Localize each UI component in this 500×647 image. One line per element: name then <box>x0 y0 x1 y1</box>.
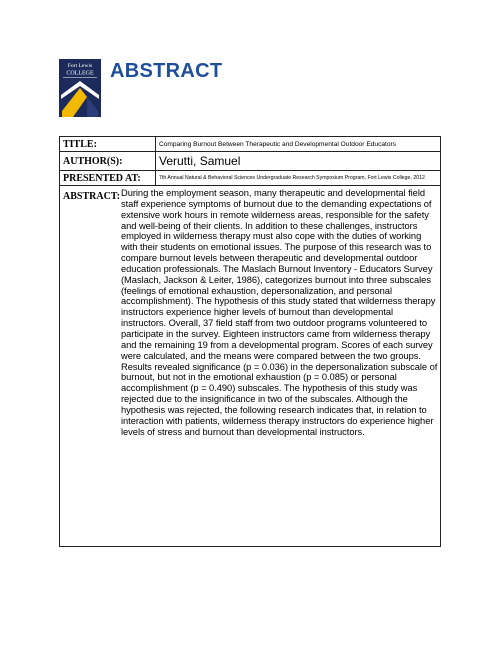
title-value: Comparing Burnout Between Therapeutic and Developmental Outdoor Educators <box>159 140 397 148</box>
logo-text-line1: Fort Lewis <box>67 63 93 69</box>
title-label: TITLE: <box>60 137 156 151</box>
author-row <box>60 152 440 171</box>
abstract-label: ABSTRACT: <box>63 191 121 202</box>
college-logo <box>59 59 101 117</box>
abstract-text: During the employment season, many therapeutic and developmental field staff experience symptoms of burnout due to the demanding expectations of extensive work hours in remote wilderness areas, responsible for the safety and well-being of their clients. In addition to these challenges, instructors employed in wilderness therapy must also cope with the duties of working with their students on emotional issues. The purpose of this research was to compare burnout levels between therapeutic and developmental outdoor education professionals. The Maslach Burnout Inventory - Educators Survey (Maslach, Jackson & Leiter, 1986), categorizes burnout into three subscales (feelings of emotional exhaustion, depersonalization, and personal accomplishment). The hypothesis of this study stated that wilderness therapy instructors experience higher levels of burnout than developmental instructors. Overall, 37 field staff from two outdoor programs volunteered to participate in the survey. Eighteen instructors came from wilderness therapy and the remaining 19 from a developmental program. Scores of each survey were calculated, and the means were compared between the two groups. Results revealed significance (p = 0.036) in the depersonalization subscale of burnout, but not in the emotional exhaustion (p = 0.085) or personal accomplishment (p = 0.490) subscales. The hypothesis of this study was rejected due to the insignificance in two of the subscales. Although the hypothesis was rejected, the following research indicates that, in relation to interaction with patients, wilderness therapy instructors do experience higher levels of stress and burnout than developmental instructors. <box>121 188 438 437</box>
author-value: Verutti, Samuel <box>159 154 241 168</box>
page-title: ABSTRACT <box>110 60 223 82</box>
logo-text-line2: COLLEGE <box>66 70 94 77</box>
presented-label: PRESENTED AT: <box>60 171 156 185</box>
abstract-form <box>59 136 441 547</box>
title-row <box>60 137 440 152</box>
presented-value: 7th Annual Natural & Behavioral Sciences Undergraduate Research Symposium Program, Fort Lewis College, 2012 <box>159 175 425 181</box>
presented-row <box>60 171 440 186</box>
author-label: AUTHOR(S): <box>60 152 156 170</box>
